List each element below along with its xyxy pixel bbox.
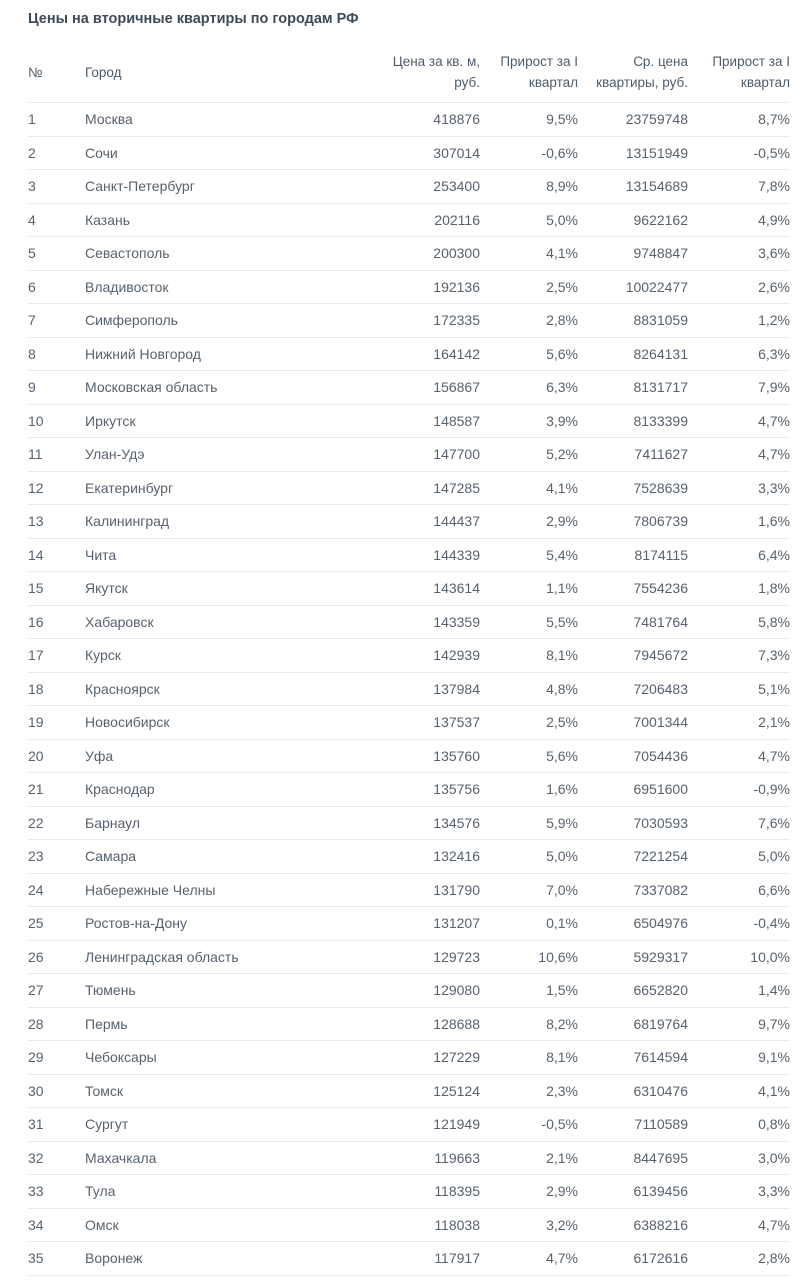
cell-avg-apartment-price: 7206483	[578, 672, 688, 706]
col-header-city: Город	[85, 43, 368, 103]
cell-q1-growth-avg: 5,8%	[688, 605, 790, 639]
cell-q1-growth-avg: 9,7%	[688, 1007, 790, 1041]
cell-price-sqm: 117917	[368, 1242, 480, 1276]
table-row	[28, 404, 790, 438]
cell-q1-growth-sqm: -0,6%	[480, 136, 578, 170]
cell-avg-apartment-price: 7110589	[578, 1108, 688, 1142]
table-row	[28, 170, 790, 204]
cell-q1-growth-sqm: 2,9%	[480, 505, 578, 539]
table-row	[28, 840, 790, 874]
table-row	[28, 103, 790, 137]
cell-q1-growth-sqm: 10,6%	[480, 940, 578, 974]
cell-q1-growth-avg: 7,8%	[688, 170, 790, 204]
cell-price-sqm: 127229	[368, 1041, 480, 1075]
table-row	[28, 136, 790, 170]
cell-q1-growth-sqm: 5,2%	[480, 438, 578, 472]
cell-avg-apartment-price: 6652820	[578, 974, 688, 1008]
cell-q1-growth-avg: 3,3%	[688, 471, 790, 505]
cell-city: Чита	[85, 538, 368, 572]
cell-rank: 18	[28, 672, 85, 706]
cell-price-sqm: 125124	[368, 1074, 480, 1108]
cell-q1-growth-sqm: 2,3%	[480, 1074, 578, 1108]
cell-rank: 4	[28, 203, 85, 237]
cell-rank: 20	[28, 739, 85, 773]
table-body	[28, 103, 790, 1276]
cell-q1-growth-sqm: 1,1%	[480, 572, 578, 606]
table-row	[28, 940, 790, 974]
cell-avg-apartment-price: 7337082	[578, 873, 688, 907]
cell-city: Нижний Новгород	[85, 337, 368, 371]
cell-price-sqm: 143614	[368, 572, 480, 606]
cell-rank: 33	[28, 1175, 85, 1209]
cell-city: Воронеж	[85, 1242, 368, 1276]
cell-price-sqm: 192136	[368, 270, 480, 304]
cell-price-sqm: 418876	[368, 103, 480, 137]
cell-city: Пермь	[85, 1007, 368, 1041]
cell-price-sqm: 137984	[368, 672, 480, 706]
cell-avg-apartment-price: 13151949	[578, 136, 688, 170]
table-row	[28, 572, 790, 606]
cell-rank: 28	[28, 1007, 85, 1041]
cell-q1-growth-avg: 3,0%	[688, 1141, 790, 1175]
cell-q1-growth-avg: 7,3%	[688, 639, 790, 673]
cell-price-sqm: 148587	[368, 404, 480, 438]
cell-q1-growth-avg: 5,1%	[688, 672, 790, 706]
cell-city: Симферополь	[85, 304, 368, 338]
col-header-q1-growth-sqm: Прирост за I квартал	[480, 43, 578, 103]
table-row	[28, 773, 790, 807]
cell-rank: 21	[28, 773, 85, 807]
table-row	[28, 706, 790, 740]
col-header-avg-price: Ср. цена квартиры, руб.	[578, 43, 688, 103]
cell-q1-growth-avg: 1,6%	[688, 505, 790, 539]
cell-q1-growth-avg: 5,0%	[688, 840, 790, 874]
table-row	[28, 1074, 790, 1108]
cell-avg-apartment-price: 8264131	[578, 337, 688, 371]
cell-avg-apartment-price: 10022477	[578, 270, 688, 304]
cell-q1-growth-avg: 4,7%	[688, 1208, 790, 1242]
cell-q1-growth-avg: 1,4%	[688, 974, 790, 1008]
col-header-rank: №	[28, 43, 85, 103]
cell-q1-growth-avg: 0,8%	[688, 1108, 790, 1142]
cell-rank: 7	[28, 304, 85, 338]
cell-city: Тюмень	[85, 974, 368, 1008]
cell-city: Улан-Удэ	[85, 438, 368, 472]
cell-price-sqm: 134576	[368, 806, 480, 840]
cell-q1-growth-avg: 4,9%	[688, 203, 790, 237]
cell-q1-growth-sqm: 2,9%	[480, 1175, 578, 1209]
cell-avg-apartment-price: 9748847	[578, 237, 688, 271]
cell-q1-growth-avg: 8,7%	[688, 103, 790, 137]
cell-city: Москва	[85, 103, 368, 137]
cell-rank: 13	[28, 505, 85, 539]
cell-rank: 15	[28, 572, 85, 606]
cell-city: Самара	[85, 840, 368, 874]
cell-q1-growth-sqm: 2,5%	[480, 270, 578, 304]
table-row	[28, 1108, 790, 1142]
cell-price-sqm: 144339	[368, 538, 480, 572]
cell-q1-growth-sqm: 8,9%	[480, 170, 578, 204]
cell-q1-growth-avg: 1,2%	[688, 304, 790, 338]
cell-q1-growth-avg: 6,4%	[688, 538, 790, 572]
cell-rank: 5	[28, 237, 85, 271]
cell-city: Иркутск	[85, 404, 368, 438]
table-row	[28, 1141, 790, 1175]
cell-q1-growth-avg: 6,6%	[688, 873, 790, 907]
cell-q1-growth-sqm: 5,0%	[480, 840, 578, 874]
cell-q1-growth-avg: 4,7%	[688, 438, 790, 472]
cell-city: Набережные Челны	[85, 873, 368, 907]
cell-avg-apartment-price: 7614594	[578, 1041, 688, 1075]
cell-q1-growth-avg: 6,3%	[688, 337, 790, 371]
cell-rank: 1	[28, 103, 85, 137]
cell-q1-growth-avg: 4,7%	[688, 404, 790, 438]
cell-city: Махачкала	[85, 1141, 368, 1175]
cell-rank: 34	[28, 1208, 85, 1242]
cell-price-sqm: 118395	[368, 1175, 480, 1209]
table-row	[28, 806, 790, 840]
cell-price-sqm: 135756	[368, 773, 480, 807]
cell-q1-growth-sqm: 0,1%	[480, 907, 578, 941]
cell-price-sqm: 144437	[368, 505, 480, 539]
cell-avg-apartment-price: 5929317	[578, 940, 688, 974]
cell-avg-apartment-price: 6310476	[578, 1074, 688, 1108]
cell-city: Курск	[85, 639, 368, 673]
cell-rank: 17	[28, 639, 85, 673]
cell-q1-growth-avg: 2,6%	[688, 270, 790, 304]
cell-rank: 2	[28, 136, 85, 170]
cell-rank: 22	[28, 806, 85, 840]
cell-price-sqm: 147285	[368, 471, 480, 505]
table-row	[28, 639, 790, 673]
cell-price-sqm: 121949	[368, 1108, 480, 1142]
cell-q1-growth-sqm: 5,9%	[480, 806, 578, 840]
cell-city: Уфа	[85, 739, 368, 773]
cell-price-sqm: 131207	[368, 907, 480, 941]
cell-price-sqm: 142939	[368, 639, 480, 673]
cell-rank: 8	[28, 337, 85, 371]
cell-q1-growth-sqm: 4,1%	[480, 471, 578, 505]
cell-rank: 26	[28, 940, 85, 974]
cell-city: Казань	[85, 203, 368, 237]
cell-city: Барнаул	[85, 806, 368, 840]
cell-city: Краснодар	[85, 773, 368, 807]
cell-q1-growth-sqm: 9,5%	[480, 103, 578, 137]
cell-q1-growth-avg: -0,4%	[688, 907, 790, 941]
cell-avg-apartment-price: 6172616	[578, 1242, 688, 1276]
cell-price-sqm: 156867	[368, 371, 480, 405]
cell-avg-apartment-price: 9622162	[578, 203, 688, 237]
cell-price-sqm: 143359	[368, 605, 480, 639]
cell-avg-apartment-price: 8831059	[578, 304, 688, 338]
cell-avg-apartment-price: 8131717	[578, 371, 688, 405]
cell-q1-growth-avg: 4,1%	[688, 1074, 790, 1108]
cell-price-sqm: 129723	[368, 940, 480, 974]
table-row	[28, 672, 790, 706]
cell-avg-apartment-price: 7221254	[578, 840, 688, 874]
cell-price-sqm: 128688	[368, 1007, 480, 1041]
cell-q1-growth-avg: 3,6%	[688, 237, 790, 271]
cell-q1-growth-avg: 7,6%	[688, 806, 790, 840]
table-row	[28, 739, 790, 773]
col-header-q1-growth-avg: Прирост за I квартал	[688, 43, 790, 103]
table-row	[28, 505, 790, 539]
cell-city: Томск	[85, 1074, 368, 1108]
cell-rank: 11	[28, 438, 85, 472]
cell-price-sqm: 147700	[368, 438, 480, 472]
table-row	[28, 438, 790, 472]
cell-avg-apartment-price: 7054436	[578, 739, 688, 773]
page-title: Цены на вторичные квартиры по городам РФ	[28, 11, 359, 27]
table-row	[28, 1208, 790, 1242]
cell-price-sqm: 253400	[368, 170, 480, 204]
cell-q1-growth-sqm: 5,6%	[480, 739, 578, 773]
table-row	[28, 371, 790, 405]
cell-avg-apartment-price: 8447695	[578, 1141, 688, 1175]
cell-city: Хабаровск	[85, 605, 368, 639]
cell-q1-growth-avg: 2,1%	[688, 706, 790, 740]
cell-q1-growth-avg: -0,9%	[688, 773, 790, 807]
cell-city: Екатеринбург	[85, 471, 368, 505]
cell-rank: 23	[28, 840, 85, 874]
cell-rank: 10	[28, 404, 85, 438]
cell-avg-apartment-price: 6819764	[578, 1007, 688, 1041]
cell-price-sqm: 118038	[368, 1208, 480, 1242]
cell-rank: 24	[28, 873, 85, 907]
cell-q1-growth-sqm: 4,1%	[480, 237, 578, 271]
cell-price-sqm: 135760	[368, 739, 480, 773]
table-row	[28, 270, 790, 304]
cell-q1-growth-avg: 7,9%	[688, 371, 790, 405]
table-row	[28, 873, 790, 907]
cell-avg-apartment-price: 23759748	[578, 103, 688, 137]
cell-city: Омск	[85, 1208, 368, 1242]
cell-rank: 9	[28, 371, 85, 405]
cell-avg-apartment-price: 6504976	[578, 907, 688, 941]
cell-rank: 25	[28, 907, 85, 941]
cell-q1-growth-sqm: 8,1%	[480, 1041, 578, 1075]
prices-table	[28, 43, 790, 1276]
cell-avg-apartment-price: 8133399	[578, 404, 688, 438]
table-row	[28, 907, 790, 941]
table-row	[28, 337, 790, 371]
cell-rank: 31	[28, 1108, 85, 1142]
cell-q1-growth-sqm: 2,1%	[480, 1141, 578, 1175]
cell-avg-apartment-price: 8174115	[578, 538, 688, 572]
cell-q1-growth-avg: 4,7%	[688, 739, 790, 773]
cell-avg-apartment-price: 6951600	[578, 773, 688, 807]
cell-rank: 19	[28, 706, 85, 740]
table-row	[28, 237, 790, 271]
cell-city: Московская область	[85, 371, 368, 405]
cell-q1-growth-sqm: 1,6%	[480, 773, 578, 807]
cell-rank: 35	[28, 1242, 85, 1276]
table-header	[28, 43, 790, 103]
cell-city: Владивосток	[85, 270, 368, 304]
cell-q1-growth-avg: 2,8%	[688, 1242, 790, 1276]
cell-q1-growth-sqm: 5,6%	[480, 337, 578, 371]
table-row	[28, 538, 790, 572]
cell-avg-apartment-price: 7806739	[578, 505, 688, 539]
table-row	[28, 203, 790, 237]
cell-city: Чебоксары	[85, 1041, 368, 1075]
cell-q1-growth-sqm: 1,5%	[480, 974, 578, 1008]
table-row	[28, 1242, 790, 1276]
cell-city: Сургут	[85, 1108, 368, 1142]
cell-avg-apartment-price: 7030593	[578, 806, 688, 840]
col-header-price-sqm: Цена за кв. м, руб.	[368, 43, 480, 103]
cell-rank: 6	[28, 270, 85, 304]
cell-q1-growth-sqm: 8,1%	[480, 639, 578, 673]
cell-q1-growth-sqm: 5,5%	[480, 605, 578, 639]
cell-price-sqm: 200300	[368, 237, 480, 271]
cell-price-sqm: 307014	[368, 136, 480, 170]
table-row	[28, 974, 790, 1008]
cell-rank: 14	[28, 538, 85, 572]
cell-rank: 27	[28, 974, 85, 1008]
cell-price-sqm: 164142	[368, 337, 480, 371]
table-row	[28, 304, 790, 338]
cell-city: Красноярск	[85, 672, 368, 706]
cell-rank: 12	[28, 471, 85, 505]
cell-price-sqm: 132416	[368, 840, 480, 874]
cell-avg-apartment-price: 7001344	[578, 706, 688, 740]
table-header-row	[28, 43, 790, 103]
cell-q1-growth-avg: 10,0%	[688, 940, 790, 974]
cell-q1-growth-avg: 9,1%	[688, 1041, 790, 1075]
cell-avg-apartment-price: 7945672	[578, 639, 688, 673]
cell-q1-growth-sqm: 8,2%	[480, 1007, 578, 1041]
cell-avg-apartment-price: 6139456	[578, 1175, 688, 1209]
cell-q1-growth-avg: 3,3%	[688, 1175, 790, 1209]
cell-q1-growth-avg: -0,5%	[688, 136, 790, 170]
cell-avg-apartment-price: 7554236	[578, 572, 688, 606]
cell-q1-growth-sqm: 6,3%	[480, 371, 578, 405]
cell-q1-growth-sqm: 4,8%	[480, 672, 578, 706]
cell-rank: 30	[28, 1074, 85, 1108]
cell-q1-growth-sqm: 3,9%	[480, 404, 578, 438]
cell-city: Калининград	[85, 505, 368, 539]
table-row	[28, 1007, 790, 1041]
table-row	[28, 1175, 790, 1209]
cell-city: Ростов-на-Дону	[85, 907, 368, 941]
cell-price-sqm: 119663	[368, 1141, 480, 1175]
table-row	[28, 471, 790, 505]
cell-rank: 16	[28, 605, 85, 639]
cell-q1-growth-sqm: -0,5%	[480, 1108, 578, 1142]
cell-q1-growth-avg: 1,8%	[688, 572, 790, 606]
cell-q1-growth-sqm: 4,7%	[480, 1242, 578, 1276]
cell-rank: 32	[28, 1141, 85, 1175]
cell-city: Якутск	[85, 572, 368, 606]
cell-price-sqm: 131790	[368, 873, 480, 907]
cell-city: Новосибирск	[85, 706, 368, 740]
cell-city: Севастополь	[85, 237, 368, 271]
cell-price-sqm: 137537	[368, 706, 480, 740]
cell-city: Сочи	[85, 136, 368, 170]
cell-city: Ленинградская область	[85, 940, 368, 974]
table-row	[28, 1041, 790, 1075]
cell-price-sqm: 202116	[368, 203, 480, 237]
cell-q1-growth-sqm: 5,4%	[480, 538, 578, 572]
table-row	[28, 605, 790, 639]
cell-rank: 3	[28, 170, 85, 204]
cell-q1-growth-sqm: 2,5%	[480, 706, 578, 740]
cell-avg-apartment-price: 7411627	[578, 438, 688, 472]
cell-avg-apartment-price: 7481764	[578, 605, 688, 639]
cell-city: Санкт-Петербург	[85, 170, 368, 204]
cell-city: Тула	[85, 1175, 368, 1209]
cell-price-sqm: 129080	[368, 974, 480, 1008]
cell-price-sqm: 172335	[368, 304, 480, 338]
cell-q1-growth-sqm: 3,2%	[480, 1208, 578, 1242]
cell-q1-growth-sqm: 2,8%	[480, 304, 578, 338]
cell-avg-apartment-price: 6388216	[578, 1208, 688, 1242]
cell-avg-apartment-price: 7528639	[578, 471, 688, 505]
cell-q1-growth-sqm: 5,0%	[480, 203, 578, 237]
cell-avg-apartment-price: 13154689	[578, 170, 688, 204]
cell-rank: 29	[28, 1041, 85, 1075]
cell-q1-growth-sqm: 7,0%	[480, 873, 578, 907]
